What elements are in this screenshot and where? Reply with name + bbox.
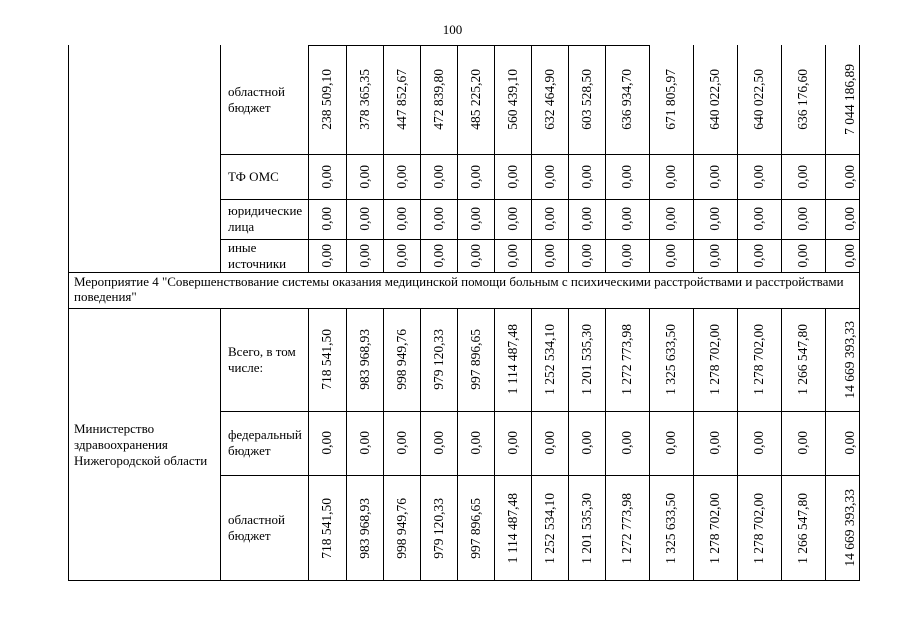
table-cell-value	[605, 154, 649, 199]
table-cell-value-text: 0,00	[430, 431, 446, 455]
table-cell-value-text: 0,00	[430, 164, 446, 189]
table-cell-value	[420, 308, 457, 411]
table-cell-value	[568, 199, 605, 239]
table-cell-value	[420, 411, 457, 475]
table-cell-value	[420, 239, 457, 272]
table-cell-value-text: 7 044 186,89	[841, 64, 857, 135]
table-cell-value-text: 1 272 773,98	[619, 324, 635, 395]
table-cell-value-text: 979 120,33	[430, 329, 446, 390]
table-cell-value	[308, 475, 346, 581]
table-cell-value-text: 0,00	[467, 431, 483, 455]
table-cell-value	[825, 239, 874, 272]
table-cell-value-text: 0,00	[541, 164, 557, 189]
table-cell-value-text: 0,00	[541, 243, 557, 268]
table-cell-value-text: 0,00	[795, 207, 811, 231]
table-cell-value	[457, 239, 494, 272]
table-cell-value-text: 1 201 535,30	[578, 492, 594, 564]
table-cell-value	[568, 411, 605, 475]
table-cell-value	[737, 411, 781, 475]
table-cell-value	[457, 199, 494, 239]
table-cell-value-text: 1 272 773,98	[619, 492, 635, 564]
table-cell-value-text: 1 252 534,10	[541, 492, 557, 564]
table-cell-value	[605, 45, 649, 154]
table-cell-value-text: 0,00	[356, 164, 372, 189]
table-cell-value-text: 0,00	[578, 431, 594, 455]
table-cell-value	[457, 308, 494, 411]
table-cell-value	[825, 308, 874, 411]
table-cell-value-text: 0,00	[707, 207, 723, 231]
table-cell-value	[781, 154, 825, 199]
table-cell-value	[494, 154, 531, 199]
table-border	[220, 308, 221, 581]
table-cell-value-text: 997 896,65	[467, 329, 483, 390]
table-cell-value-text: 1 278 702,00	[707, 492, 723, 564]
table-cell-value	[346, 239, 383, 272]
table-cell-value-text: 0,00	[795, 243, 811, 268]
table-cell-value-text: 0,00	[841, 164, 857, 189]
table-cell-value	[649, 475, 693, 581]
table-cell-value-text: 1 266 547,80	[795, 324, 811, 395]
table-cell-value	[308, 154, 346, 199]
table-cell-value	[605, 239, 649, 272]
table-cell-value	[693, 475, 737, 581]
table-cell-value	[494, 45, 531, 154]
table-cell-value-text: 983 968,93	[356, 497, 372, 559]
table-cell-value	[531, 154, 568, 199]
table-cell-value-text: 640 022,50	[707, 69, 723, 130]
table-cell-value-text: 1 278 702,00	[707, 324, 723, 395]
table-cell-value	[383, 411, 420, 475]
table-cell-value-text: 0,00	[356, 207, 372, 231]
table-cell-value-text: 0,00	[467, 164, 483, 189]
table-cell-value-text: 560 439,10	[504, 69, 520, 130]
table-cell-value-text: 636 934,70	[619, 69, 635, 130]
table-cell-value-text: 1 325 633,50	[663, 324, 679, 395]
table-cell-value	[649, 411, 693, 475]
table-cell-value-text: 0,00	[467, 243, 483, 268]
table-cell-value-text: 0,00	[356, 431, 372, 455]
table-cell-value-text: 997 896,65	[467, 497, 483, 559]
table-cell-value-text: 603 528,50	[578, 69, 594, 130]
table-cell-value-text: 0,00	[619, 164, 635, 189]
table-cell-value	[568, 154, 605, 199]
table-cell-value-text: 0,00	[751, 207, 767, 231]
table-cell-value-text: 0,00	[751, 243, 767, 268]
table-cell-value	[346, 308, 383, 411]
budget-table	[68, 45, 860, 581]
table-cell-value	[494, 199, 531, 239]
table-cell-value	[693, 308, 737, 411]
table-cell-value-text: 378 365,35	[356, 69, 372, 130]
table-cell-value-text: 0,00	[319, 243, 335, 268]
table-cell-value-text: 14 669 393,33	[841, 489, 857, 567]
table-cell-value-text: 998 949,76	[393, 497, 409, 559]
table-cell-value	[494, 308, 531, 411]
table-cell-value	[531, 411, 568, 475]
table-cell-value	[531, 239, 568, 272]
table-cell-value-text: 0,00	[663, 243, 679, 268]
table-cell-value	[649, 308, 693, 411]
table-cell-value-text: 0,00	[430, 243, 446, 268]
table-cell-value-text: 0,00	[504, 164, 520, 189]
table-cell-value-text: 0,00	[430, 207, 446, 231]
table-cell-value-text: 0,00	[841, 207, 857, 231]
table-cell-value-text: 0,00	[467, 207, 483, 231]
table-cell-value	[649, 45, 693, 154]
table-cell-value-text: 0,00	[707, 431, 723, 455]
table-cell-value	[825, 475, 874, 581]
table-cell-value	[605, 475, 649, 581]
table-cell-value	[420, 199, 457, 239]
table-cell-value-text: 485 225,20	[467, 69, 483, 130]
table-cell-value	[457, 475, 494, 581]
table-cell-value	[693, 411, 737, 475]
table-cell-value-text: 0,00	[319, 207, 335, 231]
table-cell-value-text: 0,00	[707, 243, 723, 268]
table-cell-value-text: 998 949,76	[393, 329, 409, 390]
table-cell-value	[308, 45, 346, 154]
table-cell-value	[568, 308, 605, 411]
table-cell-value-text: 979 120,33	[430, 497, 446, 559]
table-cell-value-text: 0,00	[393, 431, 409, 455]
table-border	[68, 45, 69, 581]
table-cell-value-text: 472 839,80	[430, 69, 446, 130]
table-cell-value	[457, 411, 494, 475]
table-cell-value-text: 0,00	[795, 164, 811, 189]
table-cell-value	[383, 199, 420, 239]
table-cell-value-text: 0,00	[578, 164, 594, 189]
table-cell-value	[737, 199, 781, 239]
table-cell-value-text: 718 541,50	[319, 329, 335, 390]
table-cell-value	[420, 154, 457, 199]
table-cell-value-text: 718 541,50	[319, 497, 335, 559]
table-cell-value-text: 1 114 487,48	[504, 324, 520, 395]
table-cell-value	[825, 45, 874, 154]
table-cell-value-text: 0,00	[504, 243, 520, 268]
table-cell-value	[457, 154, 494, 199]
table-cell-value	[568, 475, 605, 581]
table-cell-value-text: 0,00	[504, 431, 520, 455]
table-cell-value	[308, 411, 346, 475]
table-cell-value	[568, 45, 605, 154]
table-cell-value-text: 0,00	[541, 431, 557, 455]
table-cell-value-text: 0,00	[393, 207, 409, 231]
table-cell-value	[693, 154, 737, 199]
table-cell-value	[383, 239, 420, 272]
row-label: областной бюджет	[228, 83, 285, 115]
table-cell-value-text: 0,00	[795, 431, 811, 455]
table-cell-value	[781, 199, 825, 239]
table-cell-value	[420, 45, 457, 154]
row-label: федеральный бюджет	[228, 427, 302, 458]
table-border	[220, 45, 221, 272]
table-cell-value-text: 1 278 702,00	[751, 492, 767, 564]
table-cell-value	[605, 199, 649, 239]
table-cell-value-text: 0,00	[504, 207, 520, 231]
table-cell-value	[308, 239, 346, 272]
table-cell-value	[605, 308, 649, 411]
page-number: 100	[442, 22, 463, 37]
table-cell-value-text: 0,00	[356, 243, 372, 268]
table-border	[68, 272, 860, 273]
table-cell-value	[494, 239, 531, 272]
table-cell-value-text: 0,00	[707, 164, 723, 189]
table-cell-value	[693, 239, 737, 272]
table-cell-value	[346, 411, 383, 475]
table-cell-value	[531, 199, 568, 239]
row-label: юридические лица	[228, 203, 303, 234]
table-cell-value	[383, 475, 420, 581]
table-cell-value	[531, 475, 568, 581]
table-cell-value-text: 0,00	[619, 207, 635, 231]
table-cell-value	[737, 154, 781, 199]
organization-label: Министерство здравоохранения Нижегородской области	[74, 420, 208, 468]
table-cell-value-text: 1 266 547,80	[795, 492, 811, 564]
row-label: областной бюджет	[228, 512, 285, 543]
table-cell-value-text: 0,00	[663, 207, 679, 231]
table-cell-value-text: 632 464,90	[541, 69, 557, 130]
table-cell-value-text: 0,00	[578, 207, 594, 231]
table-cell-value-text: 1 114 487,48	[504, 492, 520, 564]
table-cell-value-text: 0,00	[841, 243, 857, 268]
table-cell-value	[494, 475, 531, 581]
table-cell-value-text: 0,00	[619, 431, 635, 455]
table-cell-value-text: 1 201 535,30	[578, 324, 594, 395]
table-cell-value-text: 0,00	[578, 243, 594, 268]
table-cell-value	[346, 154, 383, 199]
row-label: иные источники	[228, 239, 287, 271]
table-cell-value	[649, 199, 693, 239]
table-cell-value	[649, 154, 693, 199]
table-cell-value	[346, 199, 383, 239]
table-cell-value	[457, 45, 494, 154]
table-cell-value	[825, 154, 874, 199]
table-cell-value-text: 238 509,10	[319, 69, 335, 130]
table-cell-value-text: 447 852,67	[393, 69, 409, 130]
table-cell-value-text: 0,00	[751, 164, 767, 189]
table-cell-value	[383, 45, 420, 154]
table-cell-value	[737, 239, 781, 272]
table-cell-value-text: 14 669 393,33	[841, 320, 857, 399]
table-cell-value	[531, 45, 568, 154]
table-cell-value	[693, 45, 737, 154]
table-cell-value	[605, 411, 649, 475]
table-cell-value	[781, 239, 825, 272]
table-cell-value-text: 1 325 633,50	[663, 492, 679, 564]
table-cell-value	[383, 154, 420, 199]
table-cell-value-text: 1 252 534,10	[541, 324, 557, 395]
table-cell-value	[737, 308, 781, 411]
table-cell-value-text: 0,00	[319, 164, 335, 189]
table-cell-value-text: 0,00	[751, 431, 767, 455]
table-cell-value-text: 983 968,93	[356, 329, 372, 390]
table-cell-value-text: 0,00	[319, 431, 335, 455]
table-cell-value	[781, 475, 825, 581]
table-cell-value	[383, 308, 420, 411]
table-cell-value	[825, 411, 874, 475]
table-cell-value-text: 0,00	[393, 164, 409, 189]
table-cell-value	[568, 239, 605, 272]
table-cell-value	[781, 411, 825, 475]
table-cell-value-text: 640 022,50	[751, 69, 767, 130]
table-cell-value	[494, 411, 531, 475]
table-cell-value	[531, 308, 568, 411]
table-cell-value	[420, 475, 457, 581]
table-cell-value	[308, 308, 346, 411]
table-cell-value	[825, 199, 874, 239]
table-cell-value	[649, 239, 693, 272]
table-cell-value	[737, 45, 781, 154]
row-label: ТФ ОМС	[228, 168, 279, 184]
table-cell-value	[737, 475, 781, 581]
table-cell-value-text: 0,00	[619, 243, 635, 268]
table-cell-value-text: 1 278 702,00	[751, 324, 767, 395]
table-cell-value-text: 636 176,60	[795, 69, 811, 130]
table-cell-value	[693, 199, 737, 239]
table-cell-value	[781, 45, 825, 154]
table-cell-value-text: 671 805,97	[663, 69, 679, 130]
table-cell-value	[308, 199, 346, 239]
table-cell-value-text: 0,00	[663, 431, 679, 455]
row-label: Всего, в том числе:	[228, 343, 296, 375]
table-cell-value	[781, 308, 825, 411]
table-cell-value	[346, 45, 383, 154]
table-cell-value-text: 0,00	[393, 243, 409, 268]
event-header: Мероприятие 4 "Совершенствование системы оказания медицинской помощи больным с психическими расстройствами и расстройствами поведения"	[74, 274, 844, 304]
table-cell-value-text: 0,00	[841, 431, 857, 455]
table-cell-value	[346, 475, 383, 581]
table-cell-value-text: 0,00	[663, 164, 679, 189]
table-cell-value-text: 0,00	[541, 207, 557, 231]
